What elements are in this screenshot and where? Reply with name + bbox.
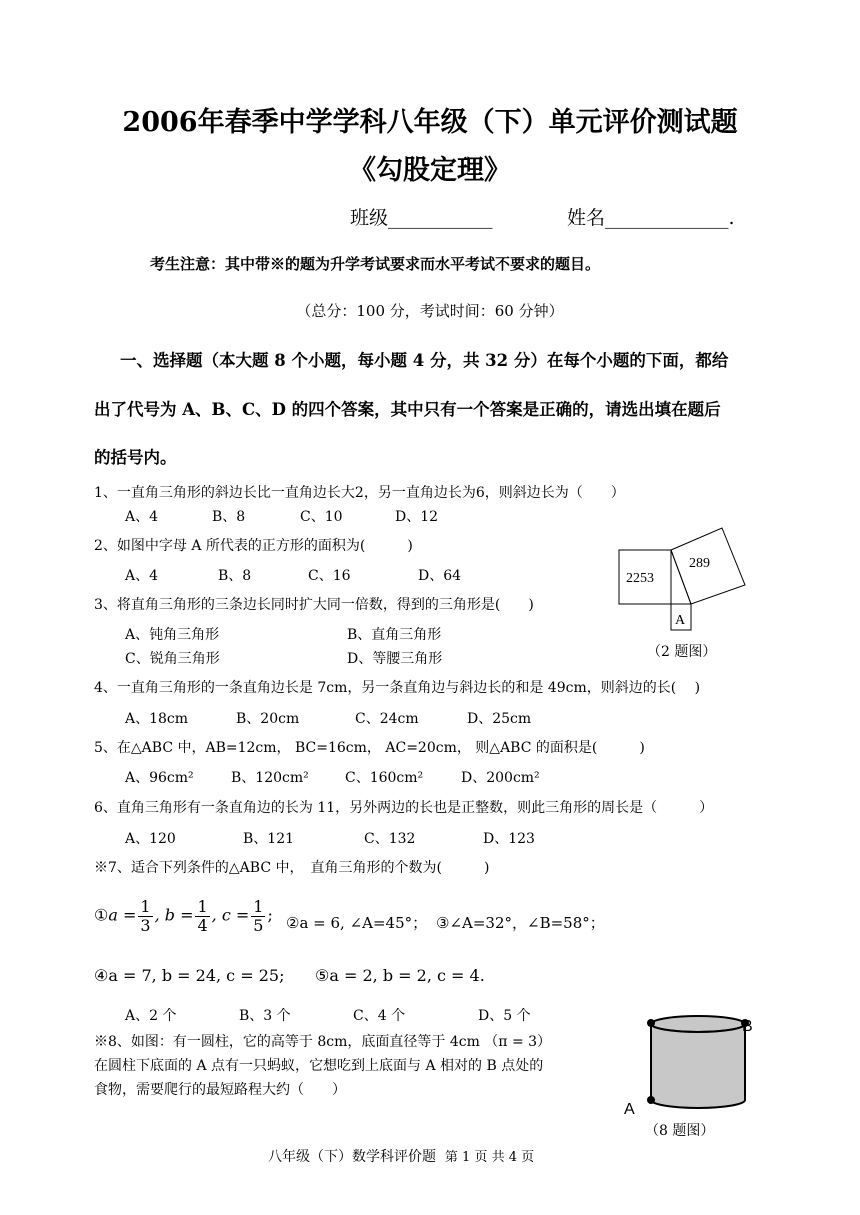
name-field xyxy=(567,203,735,230)
section1-line1: 一、选择题（本大题 8 个小题，每小题 4 分，共 32 分）在每个小题的下面，都给 xyxy=(120,351,729,370)
score-info: （总分：100 分，考试时间：60 分钟） xyxy=(296,302,564,320)
q3-option-a: A、钝角三角形 xyxy=(125,627,220,643)
fraction-3-num: 1 xyxy=(253,897,264,916)
q6-option-a: A、120 xyxy=(125,831,176,847)
point-top-left xyxy=(647,1019,655,1027)
q4-option-c: C、24cm xyxy=(355,711,419,727)
q7-condition-4: ④a = 7, b = 24, c = 25; xyxy=(94,966,285,985)
q1-option-d: D、12 xyxy=(395,509,439,525)
q2-option-a: A、4 xyxy=(125,568,159,584)
question-8-line1: ※8、如图：有一圆柱，它的高等于 8cm，底面直径等于 4cm （π = 3） xyxy=(94,1034,552,1050)
q7-condition-5: ⑤a = 2, b = 2, c = 4. xyxy=(315,966,485,985)
q5-option-a: A、96cm² xyxy=(125,770,194,786)
q4-option-a: A、18cm xyxy=(125,711,189,727)
exam-notice: 考生注意：其中带※的题为升学考试要求而水平考试不要求的题目。 xyxy=(150,255,601,273)
q6-option-c: C、132 xyxy=(364,831,416,847)
q1-option-b: B、8 xyxy=(212,509,246,525)
fraction-3 xyxy=(251,898,265,934)
footer xyxy=(268,1146,534,1166)
q3-option-b: B、直角三角形 xyxy=(347,627,442,643)
q6-option-d: D、123 xyxy=(483,831,535,847)
q7-condition-1: ①a = $\frac{1}{3}$ , b = $\frac{1}{4}$ , c = $\frac{1}{5}$ ; xyxy=(94,897,273,935)
pythagoras-squares-figure xyxy=(612,520,752,632)
q3-option-d: D、等腰三角形 xyxy=(347,651,443,667)
q4-option-b: B、20cm xyxy=(236,711,300,727)
q5-option-c: C、160cm² xyxy=(345,770,424,786)
q7-option-d: D、5 个 xyxy=(478,1008,531,1024)
class-field xyxy=(350,203,493,230)
fraction-2 xyxy=(195,898,209,934)
fraction-3-den: 5 xyxy=(253,915,264,935)
fraction-2-den: 4 xyxy=(197,915,208,935)
point-a-marker xyxy=(647,1096,655,1104)
fraction-2-num: 1 xyxy=(197,897,208,916)
q7-condition-3: ③∠A=32°，∠B=58°； xyxy=(436,914,605,932)
q6-option-b: B、121 xyxy=(243,831,295,847)
footer-main: 八年级（下）数学科评价题 xyxy=(268,1149,436,1165)
section1-line3: 的括号内。 xyxy=(94,448,177,467)
q5-option-d: D、200cm² xyxy=(461,770,540,786)
q2-option-b: B、8 xyxy=(218,568,252,584)
page-subtitle: 《勾股定理》 xyxy=(349,155,511,186)
section1-line2: 出了代号为 A、B、C、D 的四个答案，其中只有一个答案是正确的，请选出填在题后 xyxy=(94,400,721,419)
cond1-prefix: ① xyxy=(94,905,109,925)
class-label: 班级 xyxy=(350,207,389,229)
label-a: A xyxy=(624,1101,635,1118)
class-blank: ___________ xyxy=(388,207,493,229)
cylinder-body xyxy=(651,1024,745,1108)
fig2-caption: （2 题图） xyxy=(647,644,717,660)
square-a-label: A xyxy=(675,613,686,628)
q2-option-c: C、16 xyxy=(308,568,351,584)
q2-option-d: D、64 xyxy=(418,568,462,584)
q3-option-c: C、锐角三角形 xyxy=(125,651,220,667)
question-7: ※7、适合下列条件的△ABC 中， 直角三角形的个数为( ) xyxy=(94,860,490,876)
fraction-1 xyxy=(138,898,152,934)
q5-option-b: B、120cm² xyxy=(231,770,309,786)
q7-option-a: A、2 个 xyxy=(125,1008,177,1024)
question-1: 1、一直角三角形的斜边长比一直角边长大2，另一直角边长为6，则斜边长为（ ） xyxy=(94,485,625,501)
square-left-label: 2253 xyxy=(626,571,654,586)
fraction-1-num: 1 xyxy=(140,897,151,916)
q7-option-c: C、4 个 xyxy=(353,1008,406,1024)
fraction-1-den: 3 xyxy=(140,915,151,935)
question-8-line3: 食物，需要爬行的最短路程大约（ ） xyxy=(94,1082,346,1098)
question-6: 6、直角三角形有一条直角边的长为 11，另外两边的长也是正整数，则此三角形的周长是（ ） xyxy=(94,800,714,816)
q7-condition-2: ②a = 6, ∠A=45°； xyxy=(286,914,428,932)
question-8-line2: 在圆柱下底面的 A 点有一只蚂蚁，它想吃到上底面与 A 相对的 B 点处的 xyxy=(94,1058,544,1074)
question-5: 5、在△ABC 中，AB=12cm， BC=16cm， AC=20cm， 则△ABC 的面积是( ) xyxy=(94,740,645,756)
q1-option-c: C、10 xyxy=(300,509,343,525)
name-label: 姓名 xyxy=(567,207,606,229)
footer-page: 第 1 页 共 4 页 xyxy=(444,1150,535,1165)
name-blank: _____________. xyxy=(605,207,735,229)
label-b: B xyxy=(742,1018,753,1035)
square-right-label: 289 xyxy=(689,556,710,571)
question-4: 4、一直角三角形的一条直角边长是 7cm，另一条直角边与斜边长的和是 49cm，则斜边的长( ) xyxy=(94,680,701,696)
triangle-hypotenuse xyxy=(671,550,691,604)
q1-option-a: A、4 xyxy=(125,509,159,525)
question-2: 2、如图中字母 A 所代表的正方形的面积为( ) xyxy=(94,538,413,554)
cylinder-figure xyxy=(615,1010,765,1120)
page-title: 2006年春季中学学科八年级（下）单元评价测试题 xyxy=(122,107,738,138)
question-3: 3、将直角三角形的三条边长同时扩大同一倍数，得到的三角形是( ) xyxy=(94,597,534,613)
q7-option-b: B、3 个 xyxy=(239,1008,291,1024)
fig8-caption: （8 题图） xyxy=(645,1123,715,1139)
q4-option-d: D、25cm xyxy=(467,711,532,727)
